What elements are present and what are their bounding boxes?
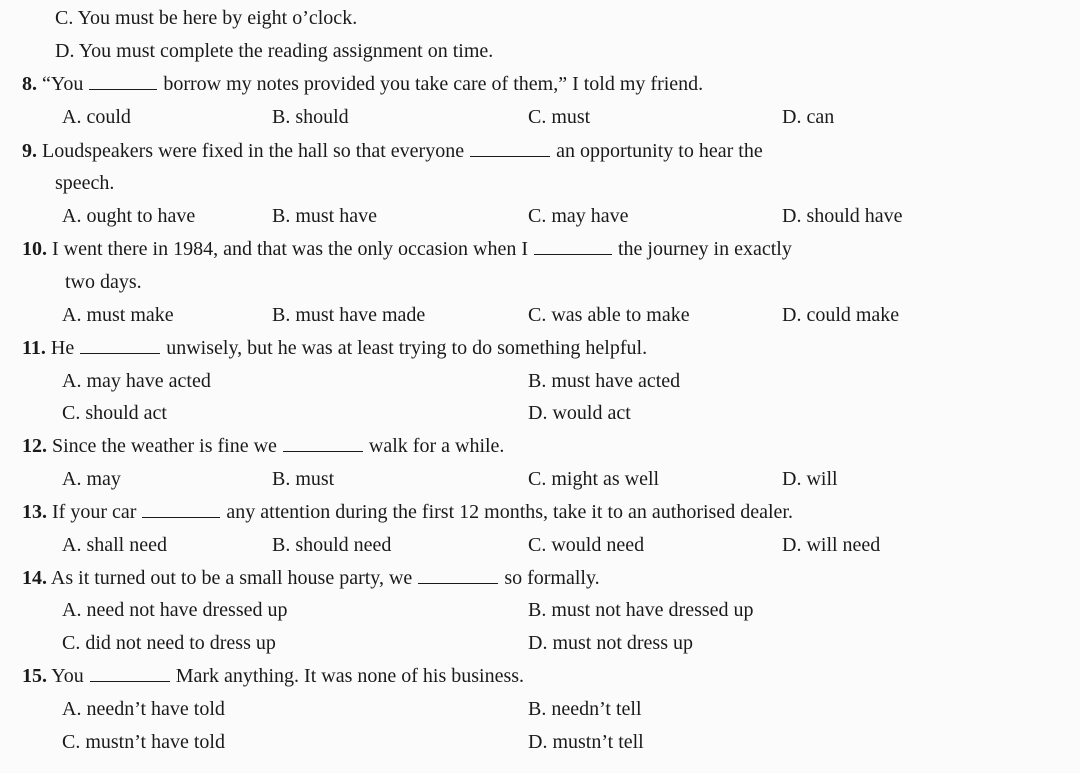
question-9-continuation: speech. [55,172,115,194]
option-b: B. should need [272,534,392,556]
question-number: 14. [22,567,47,589]
option-a: A. ought to have [62,205,196,227]
option-b: B. must not have dressed up [528,599,754,621]
option-b: B. must have [272,205,377,227]
question-text-before: As it turned out to be a small house party, we [50,567,413,589]
option-d: D. should have [782,205,903,227]
answer-blank [142,501,220,518]
answer-blank [418,567,498,584]
question-number: 8. [22,73,37,95]
question-text-after: the journey in exactly [617,238,792,260]
option-c: C. was able to make [528,304,690,326]
option-c: C. should act [62,402,167,424]
question-text-after: so formally. [504,567,600,589]
question-15 [22,664,524,688]
question-text-before: You [51,665,84,687]
question-text-after: walk for a while. [368,435,505,457]
question-13 [22,500,793,524]
option-a: A. could [62,106,131,128]
answer-blank [80,337,160,354]
answer-blank [89,73,157,90]
question-10-continuation: two days. [65,271,142,293]
answer-blank [470,140,550,157]
question-number: 12. [22,435,47,457]
question-number: 11. [22,337,46,359]
question-14 [22,566,600,590]
option-a: A. may have acted [62,370,211,392]
option-a: A. must make [62,304,174,326]
option-d: D. must not dress up [528,632,693,654]
answer-blank [283,435,363,452]
option-c: C. did not need to dress up [62,632,276,654]
option-a: A. shall need [62,534,167,556]
option-d: D. can [782,106,835,128]
question-number: 9. [22,140,37,162]
option-d: D. mustn’t tell [528,731,644,753]
question-9 [22,139,763,163]
question-text-after: unwisely, but he was at least trying to do something helpful. [166,337,648,359]
question-10 [22,237,792,261]
option-d: D. will need [782,534,881,556]
option-b: B. needn’t tell [528,698,642,720]
question-text-before: “You [42,73,84,95]
option-a: A. may [62,468,121,490]
question-11 [22,336,647,360]
answer-blank [534,238,612,255]
question-text-before: If your car [52,501,137,523]
option-b: B. must have made [272,304,426,326]
option-b: B. must have acted [528,370,681,392]
option-d: D. will [782,468,838,490]
prev-option-d: D. You must complete the reading assignment on time. [55,40,494,62]
prev-option-c: C. You must be here by eight o’clock. [55,7,358,29]
option-c: C. mustn’t have told [62,731,225,753]
answer-blank [90,665,170,682]
option-a: A. need not have dressed up [62,599,288,621]
question-text-before: Loudspeakers were fixed in the hall so that everyone [42,140,465,162]
question-number: 13. [22,501,47,523]
question-text-before: I went there in 1984, and that was the only occasion when I [52,238,528,260]
option-a: A. needn’t have told [62,698,225,720]
question-text-before: He [50,337,75,359]
question-text-after: borrow my notes provided you take care of them,” I told my friend. [163,73,704,95]
question-number: 10. [22,238,47,260]
question-text-after: Mark anything. It was none of his business. [175,665,525,687]
question-text-after: an opportunity to hear the [556,140,763,162]
question-text-after: any attention during the first 12 months, take it to an authorised dealer. [226,501,793,523]
option-b: B. must [272,468,335,490]
option-c: C. might as well [528,468,660,490]
question-number: 15. [22,665,47,687]
option-b: B. should [272,106,349,128]
option-c: C. may have [528,205,629,227]
question-8 [22,72,703,96]
option-c: C. would need [528,534,645,556]
option-d: D. could make [782,304,900,326]
option-d: D. would act [528,402,631,424]
question-12 [22,434,504,458]
option-c: C. must [528,106,591,128]
question-text-before: Since the weather is fine we [52,435,277,457]
